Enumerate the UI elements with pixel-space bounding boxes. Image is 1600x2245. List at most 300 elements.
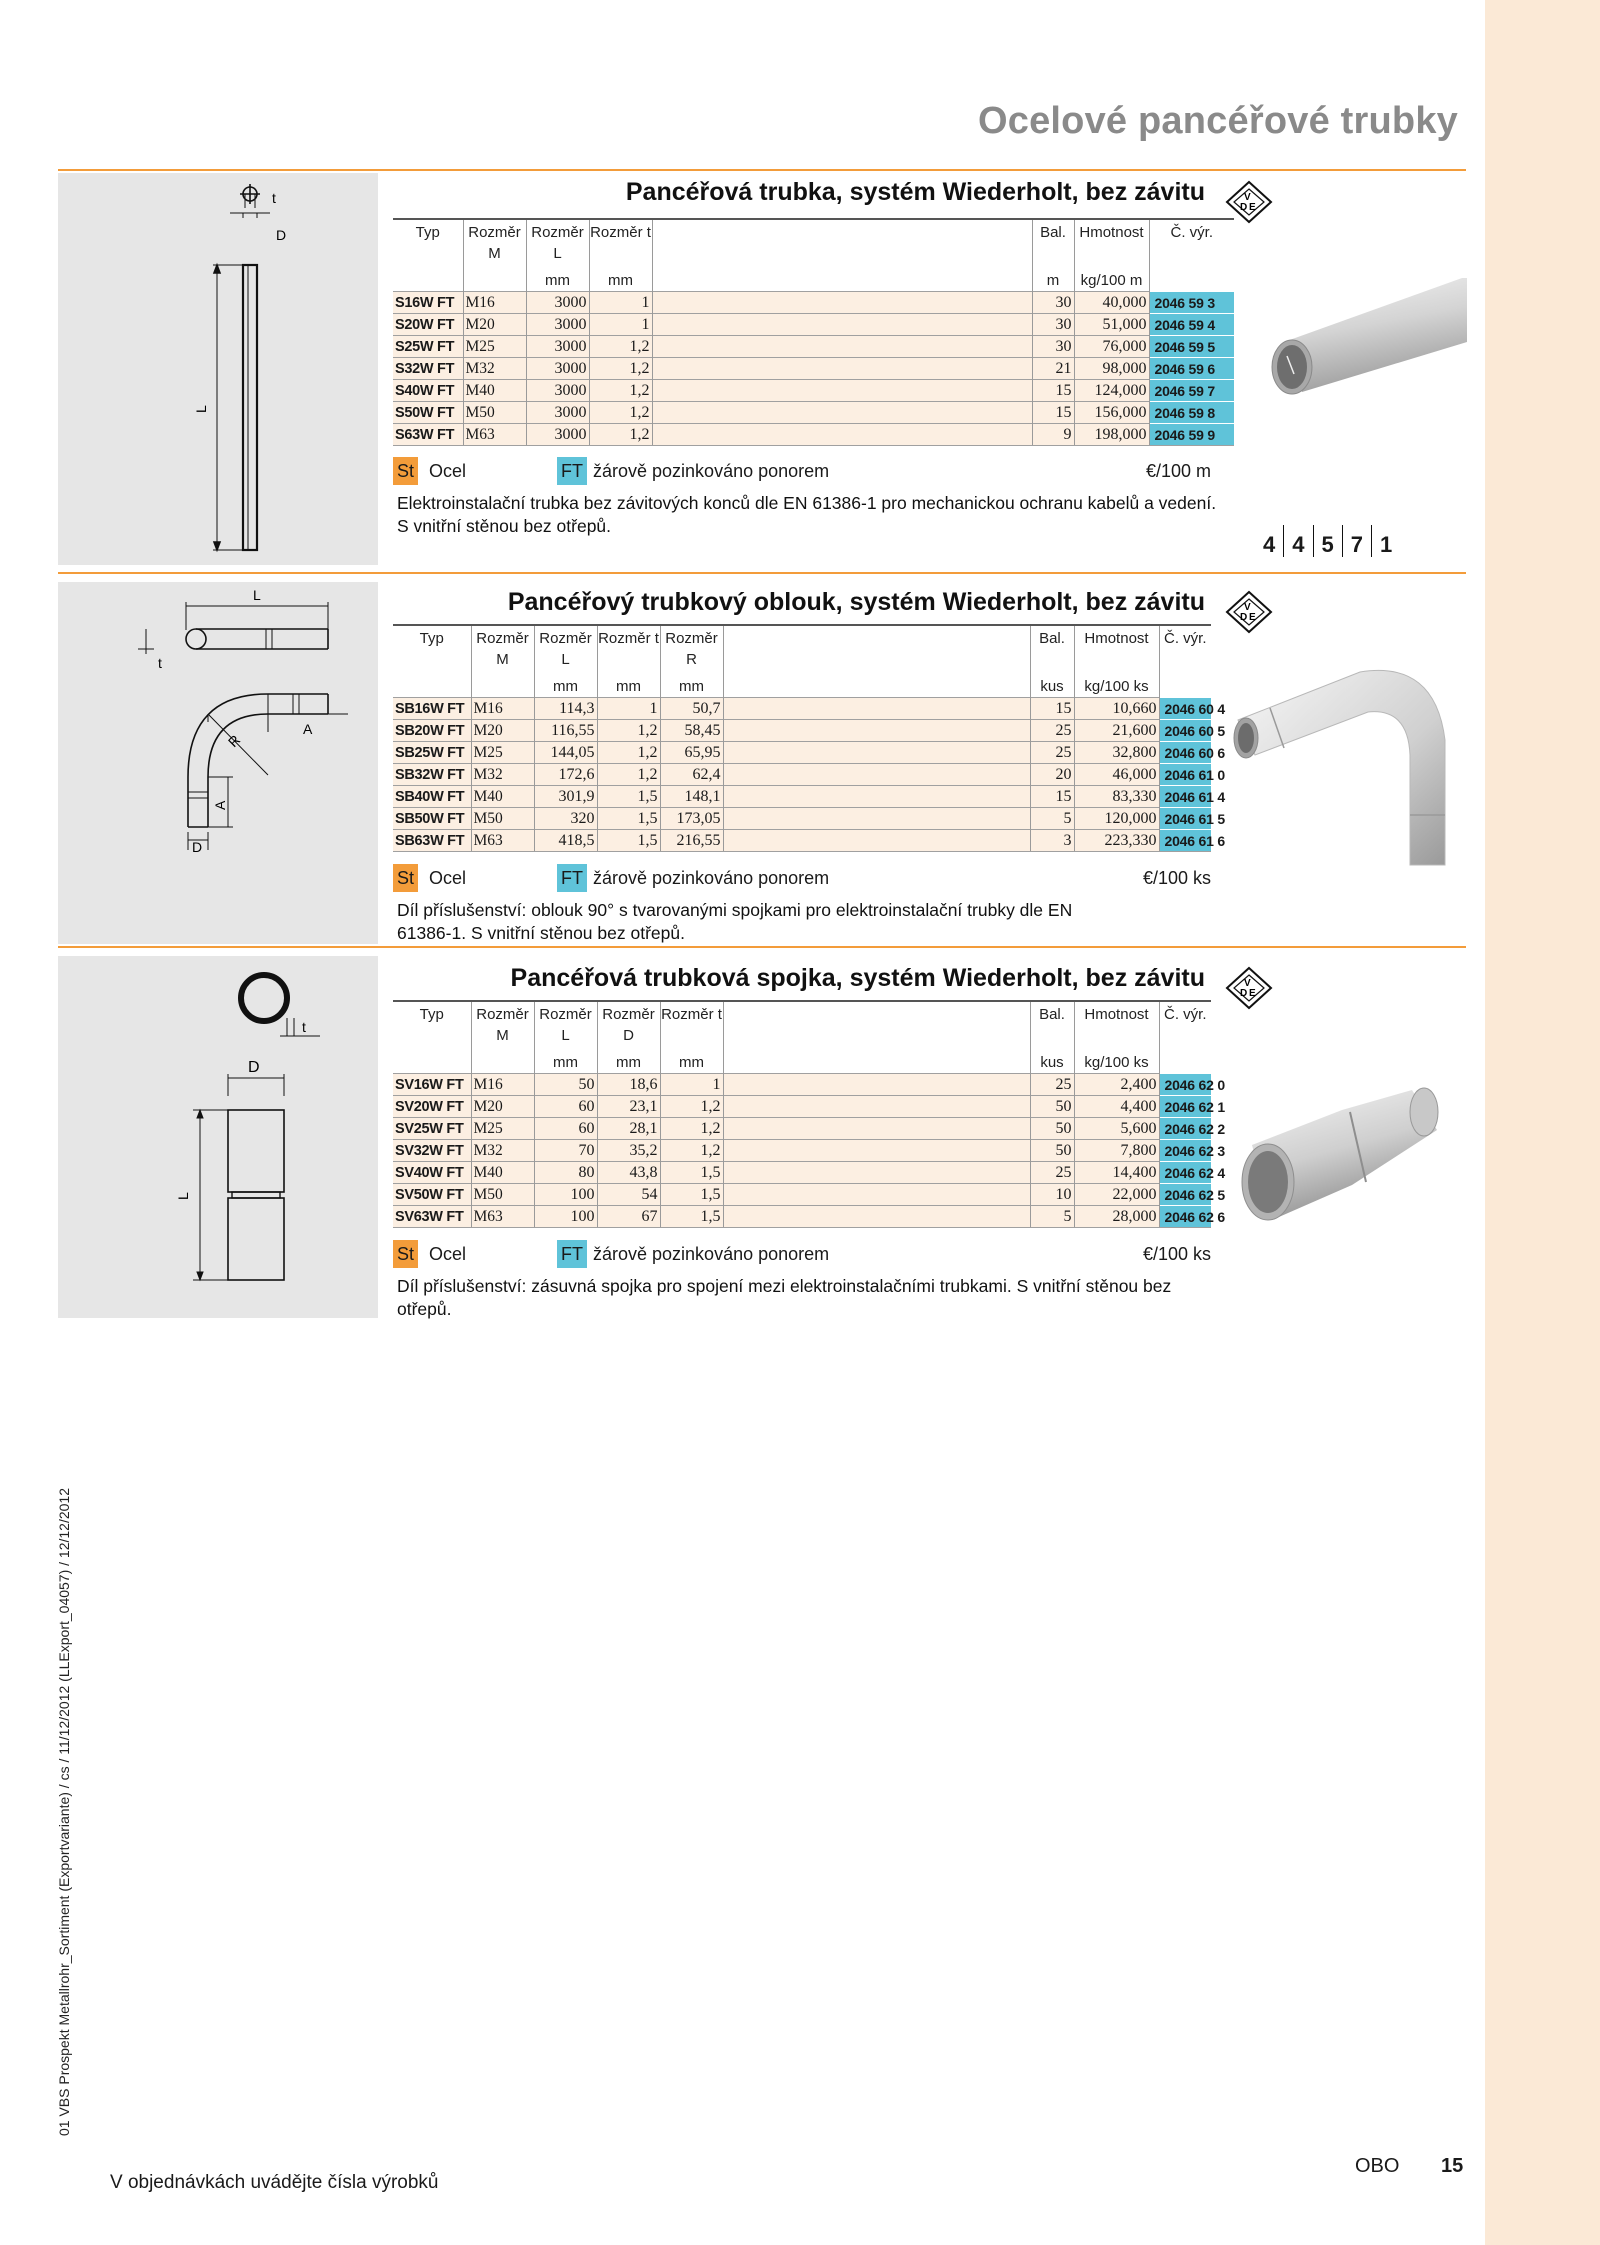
spacer-cell (723, 1118, 1030, 1140)
value-cell: M16 (471, 1074, 534, 1096)
table-row (393, 314, 1234, 336)
value-cell: M40 (471, 786, 534, 808)
col-header: Bal. (1032, 219, 1074, 271)
type-cell: SB63W FT (393, 830, 471, 852)
type-cell: SV63W FT (393, 1206, 471, 1228)
material-line-tube (393, 457, 1211, 485)
side-number-strip: 4 4 5 7 1 (1255, 525, 1400, 558)
value-cell: 116,55 (534, 720, 597, 742)
value-cell: 30 (1032, 292, 1074, 314)
col-header: Rozměr t (597, 625, 660, 677)
value-cell: 60 (534, 1096, 597, 1118)
type-cell: SB16W FT (393, 698, 471, 720)
finish-code: FT (557, 1240, 587, 1268)
type-cell: SV16W FT (393, 1074, 471, 1096)
value-cell: 46,000 (1074, 764, 1159, 786)
value-cell: 15 (1030, 698, 1074, 720)
value-cell: 1,2 (589, 380, 652, 402)
value-cell: 3000 (526, 336, 589, 358)
value-cell: 1,5 (597, 808, 660, 830)
col-header: Rozměr L (534, 1001, 597, 1053)
value-cell: 320 (534, 808, 597, 830)
article-number-cell: 2046 60 5 (1159, 720, 1211, 742)
value-cell: 1,5 (660, 1206, 723, 1228)
type-cell: SV32W FT (393, 1140, 471, 1162)
value-cell: 198,000 (1074, 424, 1149, 446)
spacer-cell (723, 808, 1030, 830)
col-header: Rozměr t (589, 219, 652, 271)
value-cell: 1,2 (589, 424, 652, 446)
dim-label-l: L (175, 1192, 191, 1200)
dim-label-a: A (212, 800, 228, 810)
value-cell: 50 (1030, 1140, 1074, 1162)
spacer-cell (652, 358, 1032, 380)
value-cell: 1,5 (597, 786, 660, 808)
col-header: Rozměr D (597, 1001, 660, 1053)
article-number-cell: 2046 62 2 (1159, 1118, 1211, 1140)
bend-drawing (58, 582, 378, 944)
col-header: Č. výr. (1159, 625, 1211, 677)
value-cell: 1,2 (660, 1118, 723, 1140)
finish-name: žárově pozinkováno ponorem (593, 868, 830, 888)
value-cell: 5,600 (1074, 1118, 1159, 1140)
table-row (393, 402, 1234, 424)
finish-name: žárově pozinkováno ponorem (593, 1244, 830, 1264)
spacer-cell (723, 1184, 1030, 1206)
value-cell: 216,55 (660, 830, 723, 852)
type-cell: SB40W FT (393, 786, 471, 808)
drawing-panel-tube (58, 173, 378, 565)
article-number-cell: 2046 59 5 (1149, 336, 1234, 358)
value-cell: 83,330 (1074, 786, 1159, 808)
value-cell: 1 (589, 314, 652, 336)
spacer-cell (723, 1074, 1030, 1096)
product-description-tube: Elektroinstalační trubka bez závitových konců dle EN 61386-1 pro mechanickou ochranu kabelů a vedení. S vnitřní stěnou bez otřepů. (397, 493, 1217, 536)
value-cell: 80 (534, 1162, 597, 1184)
svg-text:D: D (1240, 988, 1248, 999)
article-number-cell: 2046 59 3 (1149, 292, 1234, 314)
price-unit: €/100 ks (1142, 1244, 1211, 1264)
article-number-cell: 2046 61 5 (1159, 808, 1211, 830)
section-divider (58, 946, 1466, 948)
value-cell: M63 (471, 830, 534, 852)
value-cell: 1,2 (597, 742, 660, 764)
value-cell: M40 (471, 1162, 534, 1184)
col-header: Rozměr M (471, 1001, 534, 1053)
material-name: Ocel (429, 461, 467, 481)
table-row (393, 698, 1211, 720)
value-cell: 100 (534, 1206, 597, 1228)
type-cell: SB50W FT (393, 808, 471, 830)
svg-text:E: E (1249, 988, 1256, 999)
value-cell: 23,1 (597, 1096, 660, 1118)
value-cell: 22,000 (1074, 1184, 1159, 1206)
value-cell: 28,000 (1074, 1206, 1159, 1228)
spacer-cell (723, 698, 1030, 720)
value-cell: M25 (471, 742, 534, 764)
drawing-panel-coupling (58, 956, 378, 1318)
value-cell: 2,400 (1074, 1074, 1159, 1096)
page-number: 15 (1441, 2155, 1464, 2177)
value-cell: 3000 (526, 314, 589, 336)
col-header: Rozměr t (660, 1001, 723, 1053)
value-cell: 21,600 (1074, 720, 1159, 742)
spacer-cell (652, 336, 1032, 358)
value-cell: 25 (1030, 1162, 1074, 1184)
product-table-coupling (393, 1000, 1225, 1228)
drawing-panel-bend (58, 582, 378, 944)
value-cell: 65,95 (660, 742, 723, 764)
table-row (393, 380, 1234, 402)
value-cell: 70 (534, 1140, 597, 1162)
svg-text:D: D (1240, 202, 1248, 213)
spacer-cell (652, 424, 1032, 446)
table-unit-row: mm mm mm kus kg/100 ks (393, 677, 1211, 698)
material-name: Ocel (429, 868, 467, 888)
dim-label-t: t (272, 190, 276, 206)
article-number-cell: 2046 62 4 (1159, 1162, 1211, 1184)
value-cell: 35,2 (597, 1140, 660, 1162)
article-number-cell: 2046 59 8 (1149, 402, 1234, 424)
dim-label-l: L (253, 587, 261, 603)
table-row (393, 1140, 1211, 1162)
brand-label: OBO (1355, 2155, 1400, 2177)
footer-note: V objednávkách uvádějte čísla výrobků (110, 2172, 439, 2193)
type-cell: SB20W FT (393, 720, 471, 742)
value-cell: 25 (1030, 720, 1074, 742)
value-cell: 3000 (526, 358, 589, 380)
value-cell: 25 (1030, 742, 1074, 764)
article-number-cell: 2046 62 3 (1159, 1140, 1211, 1162)
value-cell: 58,45 (660, 720, 723, 742)
col-header: Hmotnost (1074, 219, 1149, 271)
table-row (393, 830, 1211, 852)
article-number-cell: 2046 62 0 (1159, 1074, 1211, 1096)
value-cell: 18,6 (597, 1074, 660, 1096)
product-table-bend (393, 624, 1225, 852)
side-strip (1485, 0, 1600, 2245)
value-cell: 10,660 (1074, 698, 1159, 720)
article-number-cell: 2046 61 6 (1159, 830, 1211, 852)
value-cell: M32 (463, 358, 526, 380)
article-number-cell: 2046 62 1 (1159, 1096, 1211, 1118)
value-cell: 120,000 (1074, 808, 1159, 830)
dim-label-r: R (224, 731, 244, 751)
price-unit: €/100 ks (1142, 868, 1211, 888)
value-cell: 9 (1032, 424, 1074, 446)
finish-code: FT (557, 864, 587, 892)
svg-text:D: D (1240, 612, 1248, 623)
spacer-cell (652, 402, 1032, 424)
type-cell: SV20W FT (393, 1096, 471, 1118)
article-number-cell: 2046 59 6 (1149, 358, 1234, 380)
value-cell: 1 (597, 698, 660, 720)
table-row (393, 742, 1211, 764)
table-row (393, 358, 1234, 380)
material-line-coupling (393, 1240, 1211, 1268)
table-row (393, 1074, 1211, 1096)
value-cell: M63 (463, 424, 526, 446)
value-cell: 172,6 (534, 764, 597, 786)
value-cell: 32,800 (1074, 742, 1159, 764)
value-cell: 1,5 (660, 1184, 723, 1206)
tube-photo (1262, 270, 1467, 430)
value-cell: 15 (1030, 786, 1074, 808)
value-cell: 1,2 (589, 402, 652, 424)
value-cell: M32 (471, 1140, 534, 1162)
svg-text:V: V (1244, 602, 1251, 613)
table-header-row (393, 1001, 1211, 1053)
dim-label-l: L (193, 405, 209, 413)
dim-label-a: A (303, 721, 313, 737)
type-cell: S40W FT (393, 380, 463, 402)
value-cell: 67 (597, 1206, 660, 1228)
value-cell: 173,05 (660, 808, 723, 830)
article-number-cell: 2046 60 4 (1159, 698, 1211, 720)
product-title-coupling: Pancéřová trubková spojka, systém Wiederholt, bez závitu (510, 964, 1205, 992)
table-unit-row: mm mm mm kus kg/100 ks (393, 1053, 1211, 1074)
value-cell: 50 (1030, 1118, 1074, 1140)
material-code: St (393, 1240, 418, 1268)
value-cell: 28,1 (597, 1118, 660, 1140)
table-row (393, 786, 1211, 808)
dim-label-d: D (276, 227, 287, 243)
col-header: Hmotnost (1074, 625, 1159, 677)
type-cell: SB25W FT (393, 742, 471, 764)
finish-name: žárově pozinkováno ponorem (593, 461, 830, 481)
value-cell: 1,2 (597, 764, 660, 786)
article-number-cell: 2046 61 4 (1159, 786, 1211, 808)
col-header: Rozměr L (526, 219, 589, 271)
value-cell: 144,05 (534, 742, 597, 764)
product-title-tube: Pancéřová trubka, systém Wiederholt, bez závitu (625, 178, 1205, 206)
col-header: Typ (393, 1001, 471, 1053)
spacer-cell (723, 720, 1030, 742)
table-row (393, 1096, 1211, 1118)
product-description-bend: Díl příslušenství: oblouk 90° s tvarovanými spojkami pro elektroinstalační trubky dle EN 61386-1. S vnitřní stěnou bez otřepů. (397, 900, 1073, 943)
col-header: Typ (393, 219, 463, 271)
value-cell: 3000 (526, 292, 589, 314)
value-cell: M20 (471, 720, 534, 742)
value-cell: M50 (471, 1184, 534, 1206)
table-row (393, 808, 1211, 830)
svg-text:V: V (1244, 192, 1251, 203)
col-header: Č. výr. (1159, 1001, 1211, 1053)
material-name: Ocel (429, 1244, 467, 1264)
type-cell: SV50W FT (393, 1184, 471, 1206)
bend-photo (1230, 660, 1465, 875)
value-cell: 60 (534, 1118, 597, 1140)
type-cell: S63W FT (393, 424, 463, 446)
article-number-cell: 2046 62 6 (1159, 1206, 1211, 1228)
value-cell: 14,400 (1074, 1162, 1159, 1184)
value-cell: 54 (597, 1184, 660, 1206)
article-number-cell: 2046 60 6 (1159, 742, 1211, 764)
vertical-export-note: 01 VBS Prospekt Metallrohr_Sortiment (Exportvariante) / cs / 11/12/2012 (LLExport_04057) / 12/12/2012 (56, 1488, 72, 2136)
table-row (393, 424, 1234, 446)
value-cell: 114,3 (534, 698, 597, 720)
svg-text:E: E (1249, 202, 1256, 213)
value-cell: 62,4 (660, 764, 723, 786)
material-code: St (393, 864, 418, 892)
value-cell: 1,2 (660, 1140, 723, 1162)
spacer-cell (723, 742, 1030, 764)
value-cell: 15 (1032, 402, 1074, 424)
value-cell: M25 (471, 1118, 534, 1140)
value-cell: 5 (1030, 1206, 1074, 1228)
section-divider (58, 572, 1466, 574)
article-number-cell: 2046 61 0 (1159, 764, 1211, 786)
value-cell: 1,5 (660, 1162, 723, 1184)
value-cell: 1,2 (589, 358, 652, 380)
value-cell: 50 (534, 1074, 597, 1096)
table-row (393, 292, 1234, 314)
tube-drawing (58, 173, 378, 565)
value-cell: 3000 (526, 424, 589, 446)
value-cell: M25 (463, 336, 526, 358)
type-cell: S32W FT (393, 358, 463, 380)
value-cell: 43,8 (597, 1162, 660, 1184)
value-cell: 223,330 (1074, 830, 1159, 852)
value-cell: 418,5 (534, 830, 597, 852)
spacer-cell (652, 380, 1032, 402)
value-cell: 1 (660, 1074, 723, 1096)
value-cell: 30 (1032, 336, 1074, 358)
product-description-coupling: Díl příslušenství: zásuvná spojka pro spojení mezi elektroinstalačními trubkami. S vnitřní stěnou bez otřepů. (397, 1276, 1172, 1319)
dim-label-d: D (248, 1059, 260, 1076)
page-title: Ocelové pancéřové trubky (977, 100, 1458, 142)
table-row (393, 720, 1211, 742)
value-cell: 1,2 (589, 336, 652, 358)
value-cell: 5 (1030, 808, 1074, 830)
value-cell: 156,000 (1074, 402, 1149, 424)
value-cell: 50,7 (660, 698, 723, 720)
product-table-tube (393, 218, 1234, 446)
col-header: Typ (393, 625, 471, 677)
value-cell: 51,000 (1074, 314, 1149, 336)
value-cell: 20 (1030, 764, 1074, 786)
article-number-cell: 2046 62 5 (1159, 1184, 1211, 1206)
vde-certification-icon (1225, 966, 1273, 1010)
dim-label-t: t (302, 1019, 306, 1035)
table-row (393, 336, 1234, 358)
type-cell: SV25W FT (393, 1118, 471, 1140)
coupling-drawing (58, 956, 378, 1318)
col-header: Rozměr R (660, 625, 723, 677)
dim-label-d: D (192, 839, 203, 855)
value-cell: 50 (1030, 1096, 1074, 1118)
spacer-cell (723, 1140, 1030, 1162)
value-cell: 1,2 (660, 1096, 723, 1118)
value-cell: 124,000 (1074, 380, 1149, 402)
value-cell: 21 (1032, 358, 1074, 380)
value-cell: M16 (471, 698, 534, 720)
value-cell: 40,000 (1074, 292, 1149, 314)
price-unit: €/100 m (1145, 461, 1211, 481)
col-header: Bal. (1030, 625, 1074, 677)
value-cell: M20 (471, 1096, 534, 1118)
spacer-cell (652, 292, 1032, 314)
type-cell: S25W FT (393, 336, 463, 358)
col-header: Č. výr. (1149, 219, 1234, 271)
table-row (393, 764, 1211, 786)
spacer-cell (723, 786, 1030, 808)
col-header: Rozměr M (471, 625, 534, 677)
value-cell: 1,5 (597, 830, 660, 852)
value-cell: M63 (471, 1206, 534, 1228)
value-cell: 25 (1030, 1074, 1074, 1096)
spacer-cell (723, 1206, 1030, 1228)
article-number-cell: 2046 59 9 (1149, 424, 1234, 446)
value-cell: 3000 (526, 402, 589, 424)
value-cell: 98,000 (1074, 358, 1149, 380)
value-cell: M50 (471, 808, 534, 830)
col-header: Rozměr M (463, 219, 526, 271)
value-cell: 3 (1030, 830, 1074, 852)
product-title-bend: Pancéřový trubkový oblouk, systém Wiederholt, bez závitu (507, 588, 1205, 616)
material-code: St (393, 457, 418, 485)
value-cell: 15 (1032, 380, 1074, 402)
value-cell: 3000 (526, 380, 589, 402)
value-cell: 7,800 (1074, 1140, 1159, 1162)
spacer-cell (723, 1162, 1030, 1184)
svg-text:V: V (1244, 978, 1251, 989)
vde-certification-icon (1225, 590, 1273, 634)
col-header: Bal. (1030, 1001, 1074, 1053)
type-cell: S16W FT (393, 292, 463, 314)
type-cell: SB32W FT (393, 764, 471, 786)
value-cell: 4,400 (1074, 1096, 1159, 1118)
spacer-cell (652, 314, 1032, 336)
table-row (393, 1184, 1211, 1206)
table-row (393, 1162, 1211, 1184)
col-header (652, 219, 1032, 271)
section-divider (58, 169, 1466, 171)
col-header: Rozměr L (534, 625, 597, 677)
spacer-cell (723, 764, 1030, 786)
value-cell: 30 (1032, 314, 1074, 336)
table-header-row (393, 625, 1211, 677)
value-cell: 76,000 (1074, 336, 1149, 358)
col-header: Hmotnost (1074, 1001, 1159, 1053)
value-cell: M16 (463, 292, 526, 314)
spacer-cell (723, 1096, 1030, 1118)
type-cell: SV40W FT (393, 1162, 471, 1184)
table-unit-row: mm mm m kg/100 m (393, 271, 1234, 292)
value-cell: 301,9 (534, 786, 597, 808)
table-header-row (393, 219, 1234, 271)
value-cell: 148,1 (660, 786, 723, 808)
table-row (393, 1206, 1211, 1228)
value-cell: M20 (463, 314, 526, 336)
value-cell: M32 (471, 764, 534, 786)
type-cell: S50W FT (393, 402, 463, 424)
value-cell: 10 (1030, 1184, 1074, 1206)
type-cell: S20W FT (393, 314, 463, 336)
table-row (393, 1118, 1211, 1140)
spacer-cell (723, 830, 1030, 852)
article-number-cell: 2046 59 4 (1149, 314, 1234, 336)
value-cell: 1,2 (597, 720, 660, 742)
value-cell: 100 (534, 1184, 597, 1206)
value-cell: M50 (463, 402, 526, 424)
value-cell: M40 (463, 380, 526, 402)
svg-text:E: E (1249, 612, 1256, 623)
article-number-cell: 2046 59 7 (1149, 380, 1234, 402)
dim-label-t: t (158, 655, 162, 671)
value-cell: 1 (589, 292, 652, 314)
coupling-photo (1232, 1090, 1437, 1240)
